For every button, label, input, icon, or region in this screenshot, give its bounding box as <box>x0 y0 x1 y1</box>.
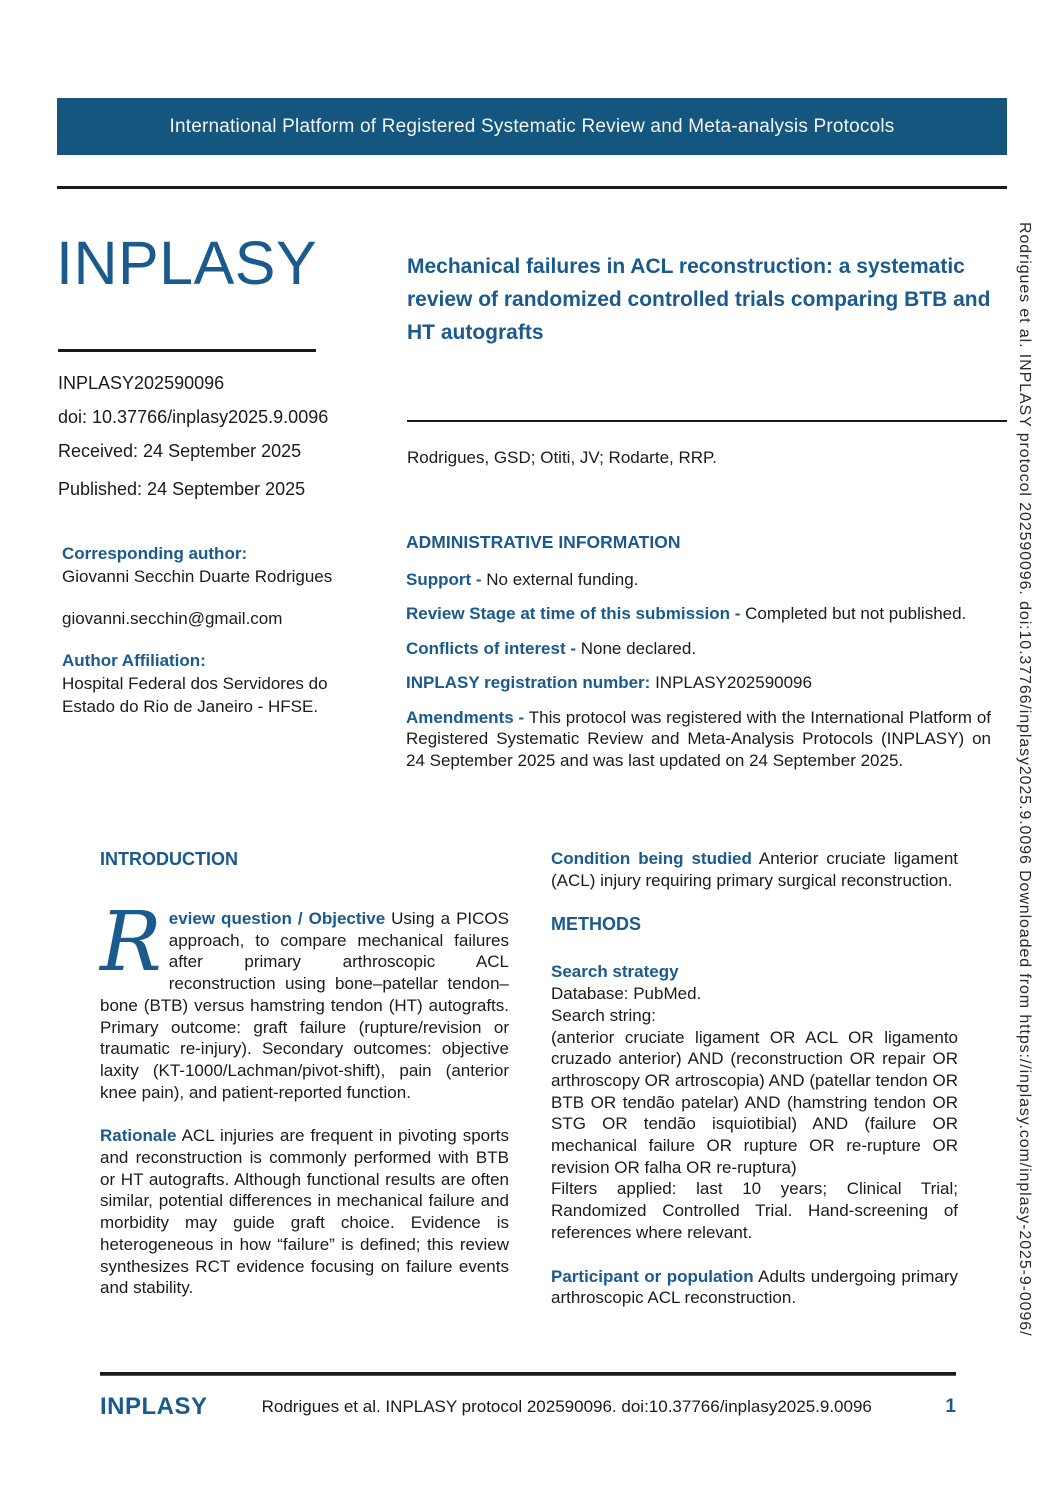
condition-label: Condition being studied <box>551 849 752 868</box>
database-line: Database: PubMed. <box>551 984 702 1004</box>
corresponding-author-email: giovanni.secchin@gmail.com <box>62 609 283 628</box>
rationale-paragraph <box>100 1125 509 1299</box>
introduction-heading: INTRODUCTION <box>100 849 238 869</box>
page-number: 1 <box>945 1396 956 1417</box>
search-string-label: Search string: <box>551 1005 656 1025</box>
title-divider <box>407 420 1007 422</box>
registration-label: INPLASY registration number: <box>406 673 651 692</box>
article-title: Mechanical failures in ACL reconstruction: a systematic review of randomized controlled trials comparing BTB and HT autografts <box>407 255 991 344</box>
review-stage-text: Completed but not published. <box>740 604 967 623</box>
conflicts-label: Conflicts of interest - <box>406 638 577 658</box>
registration-number: INPLASY202590096 <box>58 373 225 393</box>
footer-divider <box>100 1372 956 1376</box>
dropcap-letter: R <box>100 895 162 990</box>
registration-text: INPLASY202590096 <box>650 673 812 692</box>
support-line <box>406 569 991 591</box>
platform-banner-text: International Platform of Registered Systematic Review and Meta-analysis Protocols <box>169 115 895 137</box>
rationale-text: ACL injuries are frequent in pivoting sports and reconstruction is commonly performed with BTB or HT autografts. Although functional results are often similar, potential differences in mechanical failure and morbidity may guide graft choice. Evidence is heterogeneous in how “failure” is defined; this review synthesizes RCT evidence focusing on failure events and stability. <box>100 1126 509 1298</box>
introduction-column <box>100 848 509 1321</box>
condition-text: Anterior cruciate ligament (ACL) injury requiring primary surgical reconstruction. <box>551 849 958 890</box>
received-date: Received: 24 September 2025 <box>58 441 302 461</box>
condition-paragraph <box>551 848 958 891</box>
affiliation-label: Author Affiliation: <box>62 651 206 670</box>
footer-citation: Rodrigues et al. INPLASY protocol 202590096. doi:10.37766/inplasy2025.9.0096 <box>261 1397 872 1416</box>
spacer <box>62 588 354 607</box>
conflicts-text: None declared. <box>576 638 697 658</box>
spacer <box>62 630 354 649</box>
review-stage-label: Review Stage at time of this submission - <box>406 604 741 623</box>
amendments-line <box>406 707 991 772</box>
published-date: Published: 24 September 2025 <box>58 479 306 499</box>
masthead-divider <box>58 349 316 352</box>
conflicts-line <box>406 638 991 660</box>
support-label: Support - <box>406 569 482 589</box>
search-string-text: (anterior cruciate ligament OR ACL OR ligamento cruzado anterior) AND (reconstruction OR repair OR arthroscopy OR artroscopia) AND (patellar tendon OR BTB OR tendão patelar) AND (hamstring tendon OR STG OR tendão isquiotibial) AND (failure OR mechanical failure OR rupture OR re-rupture OR revision OR falha OR re-ruptura) <box>551 1027 958 1177</box>
rationale-label: Rationale <box>100 1126 177 1146</box>
review-stage-line <box>406 603 991 625</box>
amendments-label: Amendments - <box>406 707 525 727</box>
participant-label: Participant or population <box>551 1266 754 1286</box>
methods-heading: METHODS <box>551 914 641 935</box>
review-question-text: Using a PICOS approach, to compare mechanical failures after primary arthroscopic ACL reconstruction using bone–patellar tendon–bone (BTB) versus hamstring tendon (HT) autografts. Primary outcome: graft failure (rupture/revision or traumatic re-injury). Secondary outcomes: objective laxity (KT-1000/Lachman/pivot-shift), pain (anterior knee pain), and patient-reported function. <box>100 909 509 1102</box>
header-divider <box>57 186 1007 189</box>
inplasy-logo: INPLASY <box>56 229 318 297</box>
author-list: Rodrigues, GSD; Otiti, JV; Rodarte, RRP. <box>407 448 717 467</box>
review-question-paragraph <box>100 895 509 1103</box>
filters-text: Filters applied: last 10 years; Clinical Trial; Randomized Controlled Trial. Hand-screening of references where relevant. <box>551 1179 958 1242</box>
doi-line: doi: 10.37766/inplasy2025.9.0096 <box>58 407 329 427</box>
contact-block <box>62 542 354 718</box>
administrative-information <box>406 532 991 784</box>
affiliation-text: Hospital Federal dos Servidores do Estado do Rio de Janeiro - HFSE. <box>62 674 328 716</box>
registration-line <box>406 672 991 694</box>
corresponding-author-label: Corresponding author: <box>62 544 248 563</box>
participant-text: Adults undergoing primary arthroscopic ACL reconstruction. <box>551 1266 958 1308</box>
registration-meta <box>58 372 388 512</box>
footer-inplasy-logo: INPLASY <box>100 1393 208 1420</box>
corresponding-author-name: Giovanni Secchin Duarte Rodrigues <box>62 567 333 586</box>
participant-paragraph <box>551 1266 958 1309</box>
review-question-label: eview question / Objective <box>168 909 386 928</box>
support-text: No external funding. <box>481 569 639 589</box>
methods-column <box>551 848 958 1331</box>
vertical-citation-sidebar: Rodrigues et al. INPLASY protocol 202590096. doi:10.37766/inplasy2025.9.0096 Downloaded from https://inplasy.com/inplasy-2025-9-0096/ <box>1016 222 1033 1337</box>
search-strategy-heading: Search strategy <box>551 962 679 982</box>
amendments-text: This protocol was registered with the International Platform of Registered Systematic Review and Meta-Analysis Protocols (INPLASY) on 24 September 2025 and was last updated on 24 September 2025. <box>406 707 991 770</box>
platform-banner <box>57 98 1007 155</box>
footer <box>100 1393 956 1421</box>
admin-heading: ADMINISTRATIVE INFORMATION <box>406 532 681 552</box>
